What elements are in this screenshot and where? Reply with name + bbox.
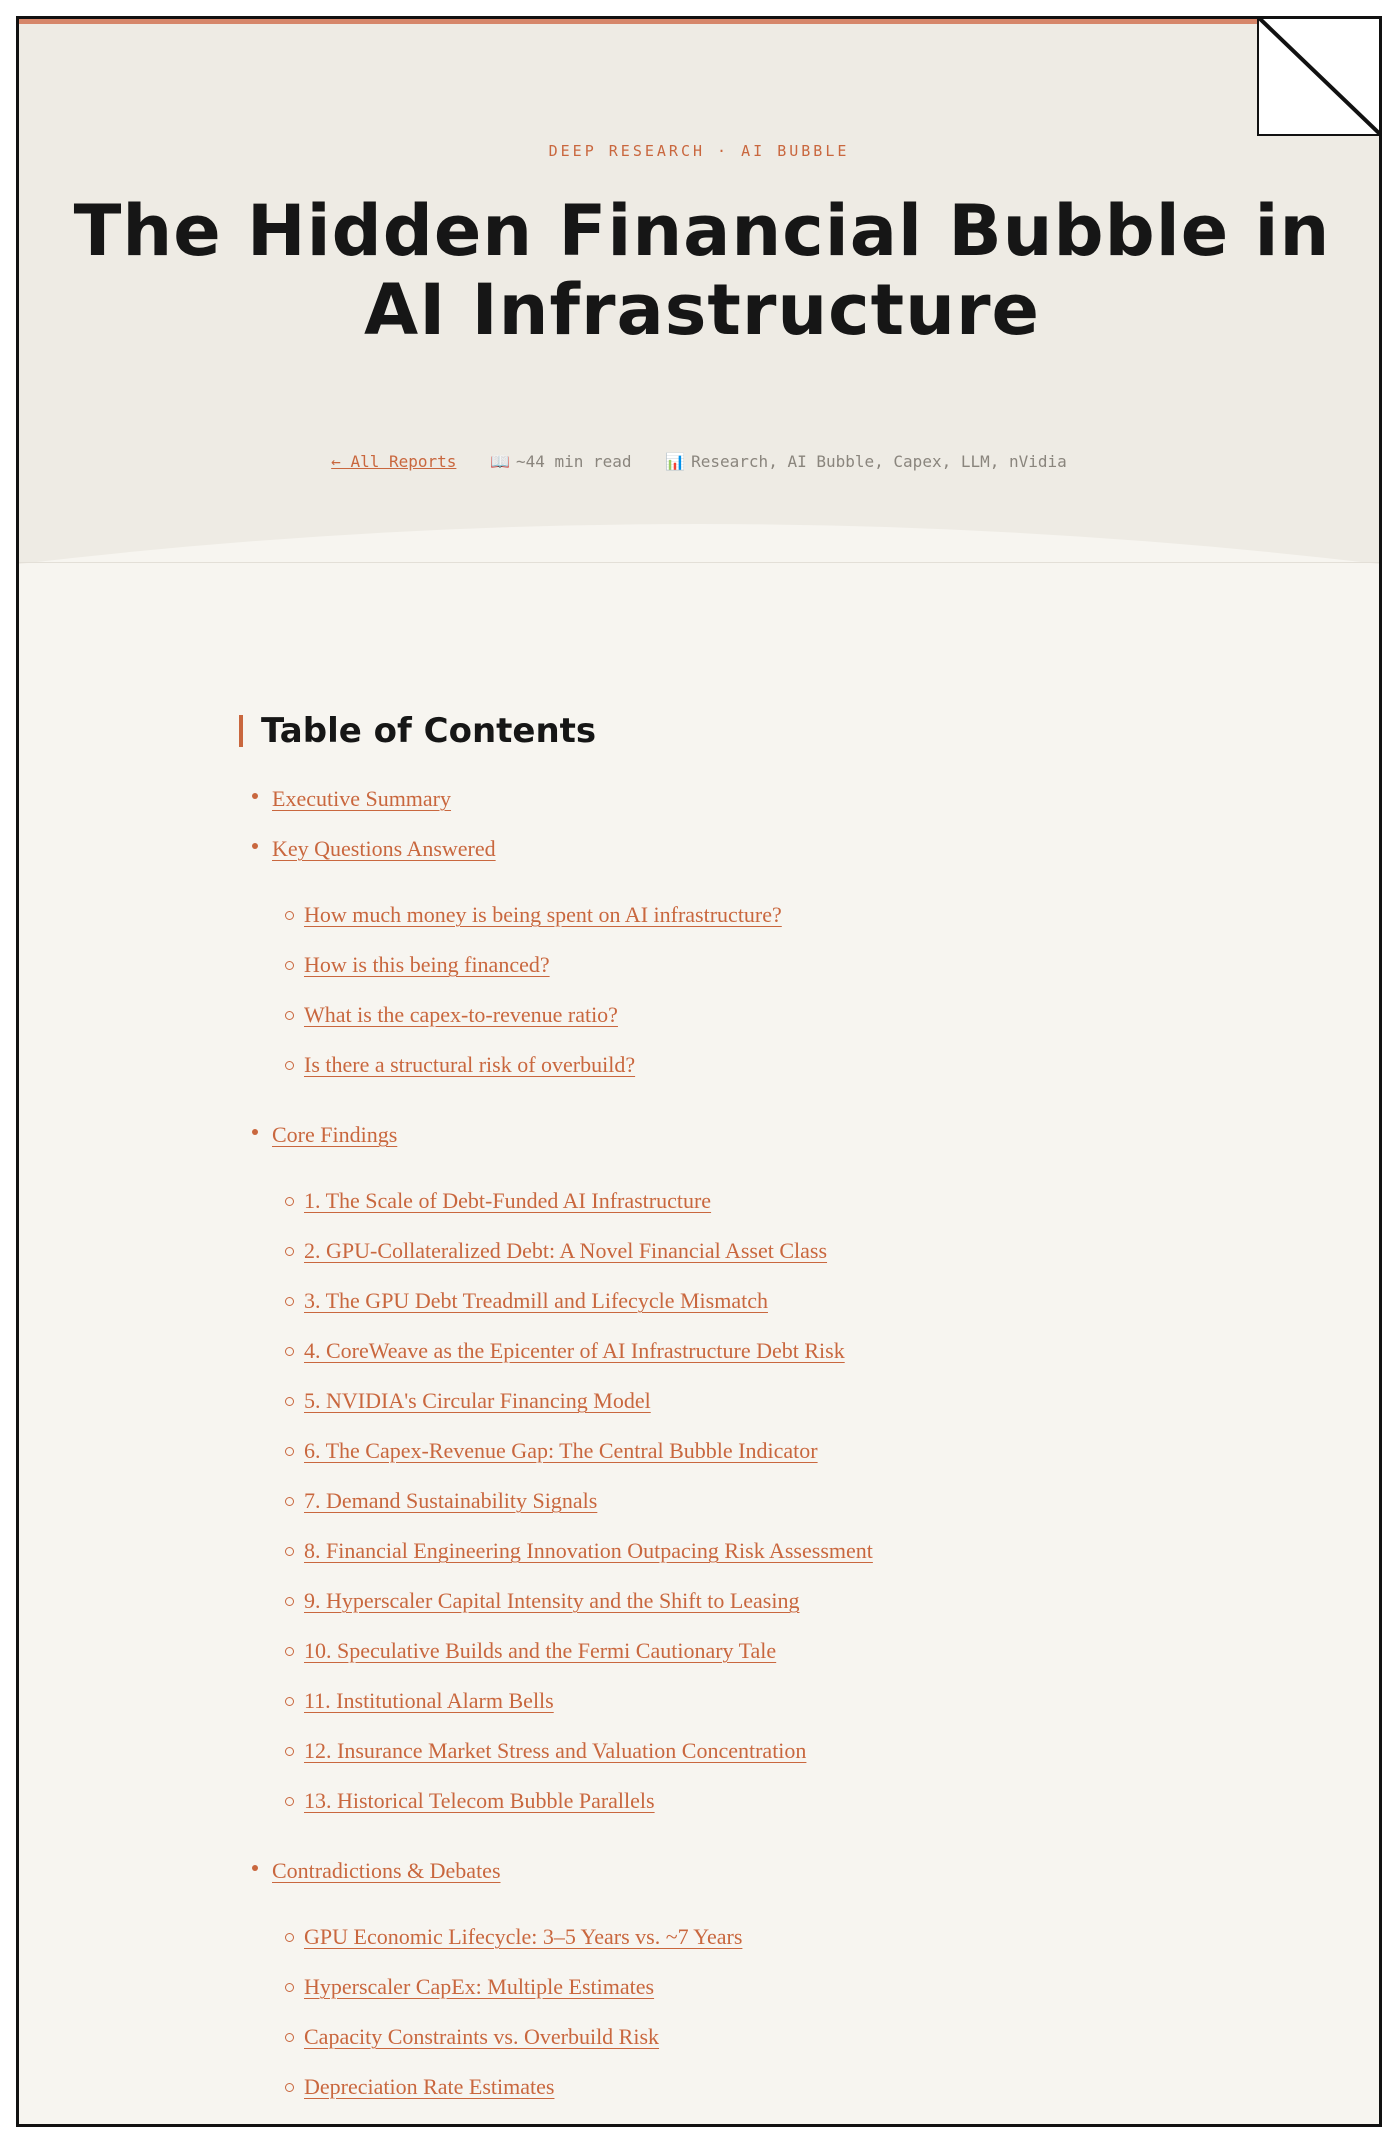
tags-text: Research, AI Bubble, Capex, LLM, nVidia	[691, 452, 1067, 471]
chart-icon: 📊	[665, 452, 686, 471]
toc-subsection-list	[272, 895, 1139, 1095]
hero-divider	[19, 562, 1379, 563]
toc-section-link[interactable]: Executive Summary	[272, 786, 452, 811]
toc-subsection	[272, 1781, 1139, 1831]
toc-subsection	[272, 1045, 1139, 1095]
toc-subsection-link[interactable]: 3. The GPU Debt Treadmill and Lifecycle Mismatch	[304, 1288, 768, 1313]
toc-subsection	[272, 1281, 1139, 1331]
toc-subsection	[272, 1681, 1139, 1731]
meta-row	[19, 452, 1379, 471]
toc-subsection-link[interactable]: Capacity Constraints vs. Overbuild Risk	[304, 2024, 660, 2049]
tags	[665, 452, 1067, 471]
toc-subsection-link[interactable]: Depreciation Rate Estimates	[304, 2074, 555, 2099]
toc-subsection-link[interactable]: 1. The Scale of Debt-Funded AI Infrastructure	[304, 1188, 712, 1213]
toc-section	[239, 1115, 1139, 1831]
toc-subsection	[272, 995, 1139, 1045]
toc-subsection-link[interactable]: 7. Demand Sustainability Signals	[304, 1488, 598, 1513]
toc-subsection-link[interactable]: 13. Historical Telecom Bubble Parallels	[304, 1788, 655, 1813]
toc-section-link[interactable]: Key Questions Answered	[272, 836, 496, 861]
toc-subsection-link[interactable]: Hyperscaler CapEx: Multiple Estimates	[304, 1974, 655, 1999]
toc-subsection	[272, 1331, 1139, 1381]
toc-section	[239, 1851, 1139, 2117]
read-time-text: ~44 min read	[515, 452, 632, 471]
toc-subsection-link[interactable]: 10. Speculative Builds and the Fermi Cautionary Tale	[304, 1638, 777, 1663]
toc-subsection	[272, 1431, 1139, 1481]
toc-subsection-link[interactable]: 6. The Capex-Revenue Gap: The Central Bubble Indicator	[304, 1438, 818, 1463]
toc-subsection-list	[272, 1917, 1139, 2117]
toc-subsection	[272, 2067, 1139, 2117]
all-reports-link[interactable]: ← All Reports	[331, 452, 457, 471]
table-of-contents	[239, 709, 1139, 2127]
toc-subsection	[272, 1731, 1139, 1781]
toc-list	[239, 779, 1139, 2117]
toc-subsection	[272, 1581, 1139, 1631]
toc-subsection	[272, 1481, 1139, 1531]
toc-subsection	[272, 1917, 1139, 1967]
toc-subsection	[272, 945, 1139, 995]
eyebrow-label: DEEP RESEARCH · AI BUBBLE	[548, 142, 850, 160]
toc-subsection	[272, 1381, 1139, 1431]
toc-subsection	[272, 895, 1139, 945]
toc-section-link[interactable]: Contradictions & Debates	[272, 1858, 501, 1883]
toc-subsection	[272, 2017, 1139, 2067]
toc-subsection-link[interactable]: Is there a structural risk of overbuild?	[304, 1052, 636, 1077]
toc-heading: Table of Contents	[239, 709, 1139, 753]
hero-header	[19, 19, 1379, 564]
toc-subsection-link[interactable]: 12. Insurance Market Stress and Valuation Concentration	[304, 1738, 807, 1763]
toc-subsection-link[interactable]: 9. Hyperscaler Capital Intensity and the Shift to Leasing	[304, 1588, 800, 1613]
book-icon: 📖	[490, 452, 510, 471]
toc-subsection-link[interactable]: 11. Institutional Alarm Bells	[304, 1688, 554, 1713]
toc-section	[239, 829, 1139, 1095]
toc-subsection-link[interactable]: How much money is being spent on AI infrastructure?	[304, 902, 782, 927]
document-page	[16, 16, 1382, 2127]
toc-subsection-link[interactable]: 8. Financial Engineering Innovation Outpacing Risk Assessment	[304, 1538, 873, 1563]
toc-subsection	[272, 1181, 1139, 1231]
hero-curve	[19, 504, 1379, 564]
toc-subsection-link[interactable]: 5. NVIDIA's Circular Financing Model	[304, 1388, 651, 1413]
toc-subsection-link[interactable]: 4. CoreWeave as the Epicenter of AI Infrastructure Debt Risk	[304, 1338, 845, 1363]
toc-subsection-link[interactable]: What is the capex-to-revenue ratio?	[304, 1002, 618, 1027]
toc-subsection	[272, 1531, 1139, 1581]
toc-subsection	[272, 1231, 1139, 1281]
toc-subsection-link[interactable]: 2. GPU-Collateralized Debt: A Novel Financial Asset Class	[304, 1238, 828, 1263]
toc-section	[239, 779, 1139, 829]
toc-subsection-link[interactable]: GPU Economic Lifecycle: 3–5 Years vs. ~7 Years	[304, 1924, 743, 1949]
toc-subsection	[272, 1967, 1139, 2017]
toc-subsection-list	[272, 1181, 1139, 1831]
page-fold-corner	[1257, 16, 1382, 136]
read-time	[490, 452, 632, 471]
toc-subsection	[272, 1631, 1139, 1681]
toc-subsection-link[interactable]: How is this being financed?	[304, 952, 550, 977]
toc-section-link[interactable]: Core Findings	[272, 1122, 398, 1147]
page-title: The Hidden Financial Bubble in AI Infrastructure	[73, 190, 1331, 351]
